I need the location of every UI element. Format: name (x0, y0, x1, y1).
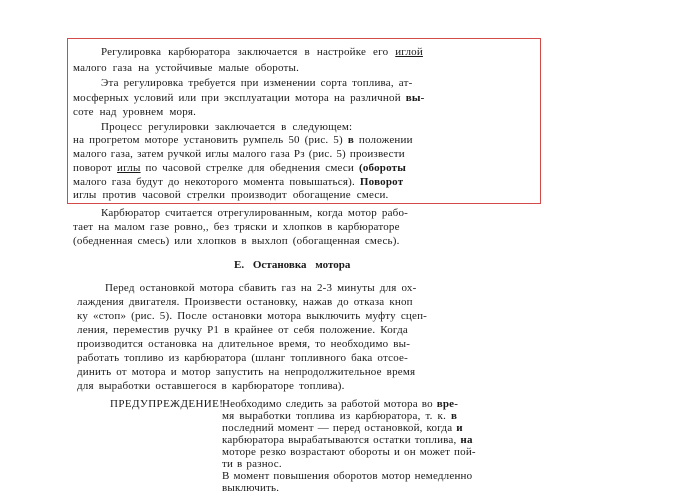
text-span: динить от мотора и мотор запустить на непродолжительное время (77, 366, 416, 378)
text-span: ти в разнос. (222, 458, 282, 470)
text-span: Процесс регулировки заключается в следующем: (101, 121, 353, 133)
underlined-word: иглой (395, 46, 423, 58)
text-line (77, 324, 408, 337)
text-span: выключить. (222, 482, 280, 494)
text-line (222, 482, 279, 495)
text-line (73, 134, 413, 147)
bold-span: на (460, 434, 473, 446)
text-line (73, 189, 389, 202)
text-line (73, 62, 299, 75)
text-span: мосферных условий или при эксплуатации мотора на различной (73, 92, 406, 104)
bold-span: Поворот (359, 176, 404, 188)
text-span: малого газа на устойчивые малые обороты. (73, 62, 300, 74)
text-span: моторе резко возрастают обороты и он может пой- (222, 446, 476, 458)
text-line (73, 92, 425, 105)
text-line (73, 106, 196, 119)
text-span: поворот (73, 162, 118, 174)
text-line (101, 121, 352, 134)
text-line (77, 310, 427, 323)
text-line (77, 352, 408, 365)
text-line (105, 282, 416, 295)
text-line (77, 338, 410, 351)
text-line (77, 366, 415, 379)
text-span: Карбюратор считается отрегулированным, когда мотор рабо- (101, 207, 409, 219)
text-line (77, 296, 413, 309)
bold-span: в (347, 134, 354, 146)
text-span: положении (353, 134, 413, 146)
text-line (73, 162, 406, 175)
text-span: малого газа будут до некоторого момента повышаться). (73, 176, 360, 188)
text-span: соте над уровнем моря. (73, 106, 197, 118)
text-span: иглы против часовой стрелки производит обогащение смеси. (73, 189, 389, 201)
text-span: карбюратора вырабатываются остатки топлива, (222, 434, 461, 446)
text-span: ления, переместив ручку Р1 в крайнее от себя положение. Когда (77, 324, 408, 336)
text-span: по часовой стрелке для обеднения смеси (140, 162, 359, 174)
text-line (101, 77, 412, 90)
bold-span: вы- (405, 92, 425, 104)
text-span: (обедненная смесь) или хлопков в выхлоп (обогащенная смесь). (73, 235, 400, 247)
text-line (73, 176, 403, 189)
text-span: производится остановка на длительное время, то необходимо вы- (77, 338, 411, 350)
text-span: Регулировка карбюратора заключается в настройке его (101, 46, 396, 58)
text-line (101, 46, 423, 59)
text-span: Перед остановкой мотора сбавить газ на 2-3 минуты для ох- (105, 282, 417, 294)
bold-span: (обороты (358, 162, 407, 174)
underlined-word: иглы (117, 162, 141, 174)
text-line (101, 207, 408, 220)
bold-span: вре- (436, 398, 459, 410)
text-span: Эта регулировка требуется при изменении сорта топлива, ат- (101, 77, 413, 89)
text-span: В момент повышения оборотов мотор немедленно (222, 470, 473, 482)
bold-span: и (456, 422, 463, 434)
text-span: мя выработки топлива из карбюратора, т. к. (222, 410, 452, 422)
bold-span: в (451, 410, 458, 422)
section-heading: Е. Остановка мотора (234, 259, 351, 271)
warning-label: ПРЕДУПРЕЖДЕНИЕ! (110, 398, 224, 410)
text-span: для выработки оставшегося в карбюраторе топлива). (77, 380, 345, 392)
text-line (77, 380, 345, 393)
text-span: Необходимо следить за работой мотора во (222, 398, 437, 410)
text-span: тает на малом газе ровно,, без тряски и хлопков в карбюраторе (73, 221, 400, 233)
text-line (73, 235, 400, 248)
text-span: работать топливо из карбюратора (шланг топливного бака отсое- (77, 352, 408, 364)
text-line (73, 221, 400, 234)
text-span: на прогретом моторе установить румпель 50 (рис. 5) (73, 134, 348, 146)
text-span: лаждения двигателя. Произвести остановку, нажав до отказа кноп (77, 296, 413, 308)
text-span: малого газа, затем ручкой иглы малого газа Рз (рис. 5) произвести (73, 148, 405, 160)
text-span: ку «стоп» (рис. 5). После остановки мотора выключить муфту сцеп- (77, 310, 428, 322)
text-span: последний момент — перед остановкой, когда (222, 422, 457, 434)
text-line (73, 148, 405, 161)
